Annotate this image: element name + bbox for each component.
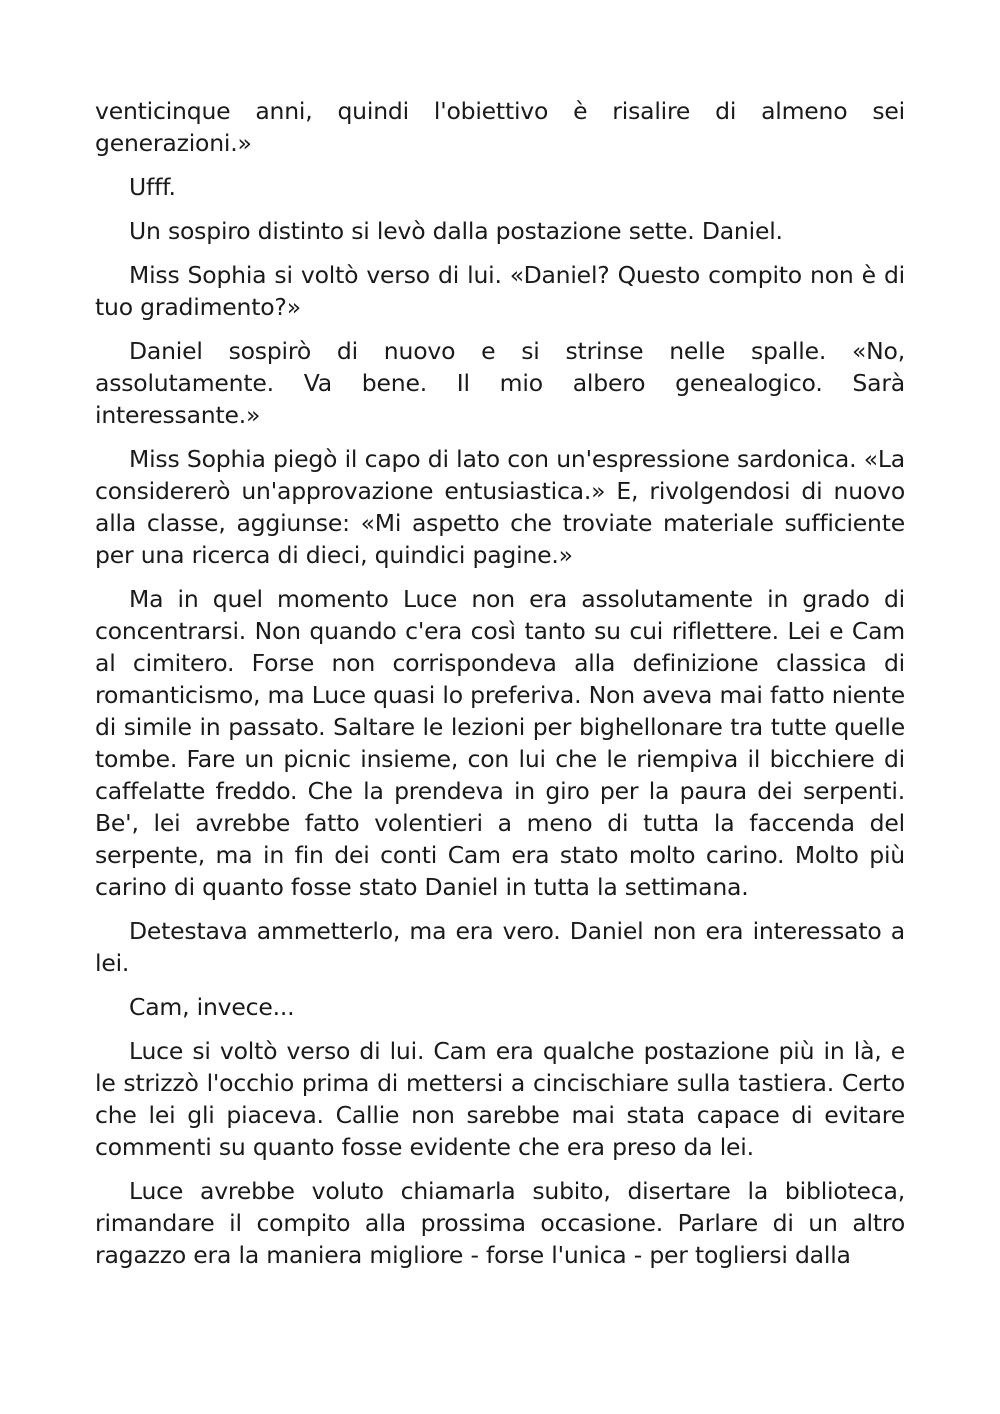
paragraph-6: Miss Sophia piegò il capo di lato con un'espressione sardonica. «La considererò un'approvazione entusiastica.» E, rivolgendosi di nuovo alla classe, aggiunse: «Mi aspetto che troviate materiale sufficiente per una ricerca di dieci, quindici pagine.»	[95, 445, 905, 569]
paragraph-2: Ufff.	[129, 173, 176, 201]
paragraph-1: venticinque anni, quindi l'obiettivo è risalire di almeno sei generazioni.»	[95, 97, 905, 157]
paragraph-3: Un sospiro distinto si levò dalla postazione sette. Daniel.	[129, 217, 783, 245]
paragraph-8: Detestava ammetterlo, ma era vero. Daniel non era interessato a lei.	[95, 917, 905, 977]
book-page	[95, 95, 905, 1283]
paragraph-4: Miss Sophia si voltò verso di lui. «Daniel? Questo compito non è di tuo gradimento?»	[95, 261, 905, 321]
paragraph-5: Daniel sospirò di nuovo e si strinse nelle spalle. «No, assolutamente. Va bene. Il mio albero genealogico. Sarà interessante.»	[95, 337, 905, 429]
paragraph-11: Luce avrebbe voluto chiamarla subito, disertare la biblioteca, rimandare il compito alla prossima occasione. Parlare di un altro ragazzo era la maniera migliore - forse l'unica - per togliersi dalla	[95, 1177, 905, 1269]
paragraph-9: Cam, invece...	[129, 993, 295, 1021]
paragraph-7: Ma in quel momento Luce non era assolutamente in grado di concentrarsi. Non quando c'era così tanto su cui riflettere. Lei e Cam al cimitero. Forse non corrispondeva alla definizione classica di romanticismo, ma Luce quasi lo preferiva. Non aveva mai fatto niente di simile in passato. Saltare le lezioni per bighellonare tra tutte quelle tombe. Fare un picnic insieme, con lui che le riempiva il bicchiere di caffelatte freddo. Che la prendeva in giro per la paura dei serpenti. Be', lei avrebbe fatto volentieri a meno di tutta la faccenda del serpente, ma in fin dei conti Cam era stato molto carino. Molto più carino di quanto fosse stato Daniel in tutta la settimana.	[95, 585, 906, 901]
paragraph-10: Luce si voltò verso di lui. Cam era qualche postazione più in là, e le strizzò l'occhio prima di mettersi a cincischiare sulla tastiera. Certo che lei gli piaceva. Callie non sarebbe mai stata capace di evitare commenti su quanto fosse evidente che era preso da lei.	[95, 1037, 905, 1161]
